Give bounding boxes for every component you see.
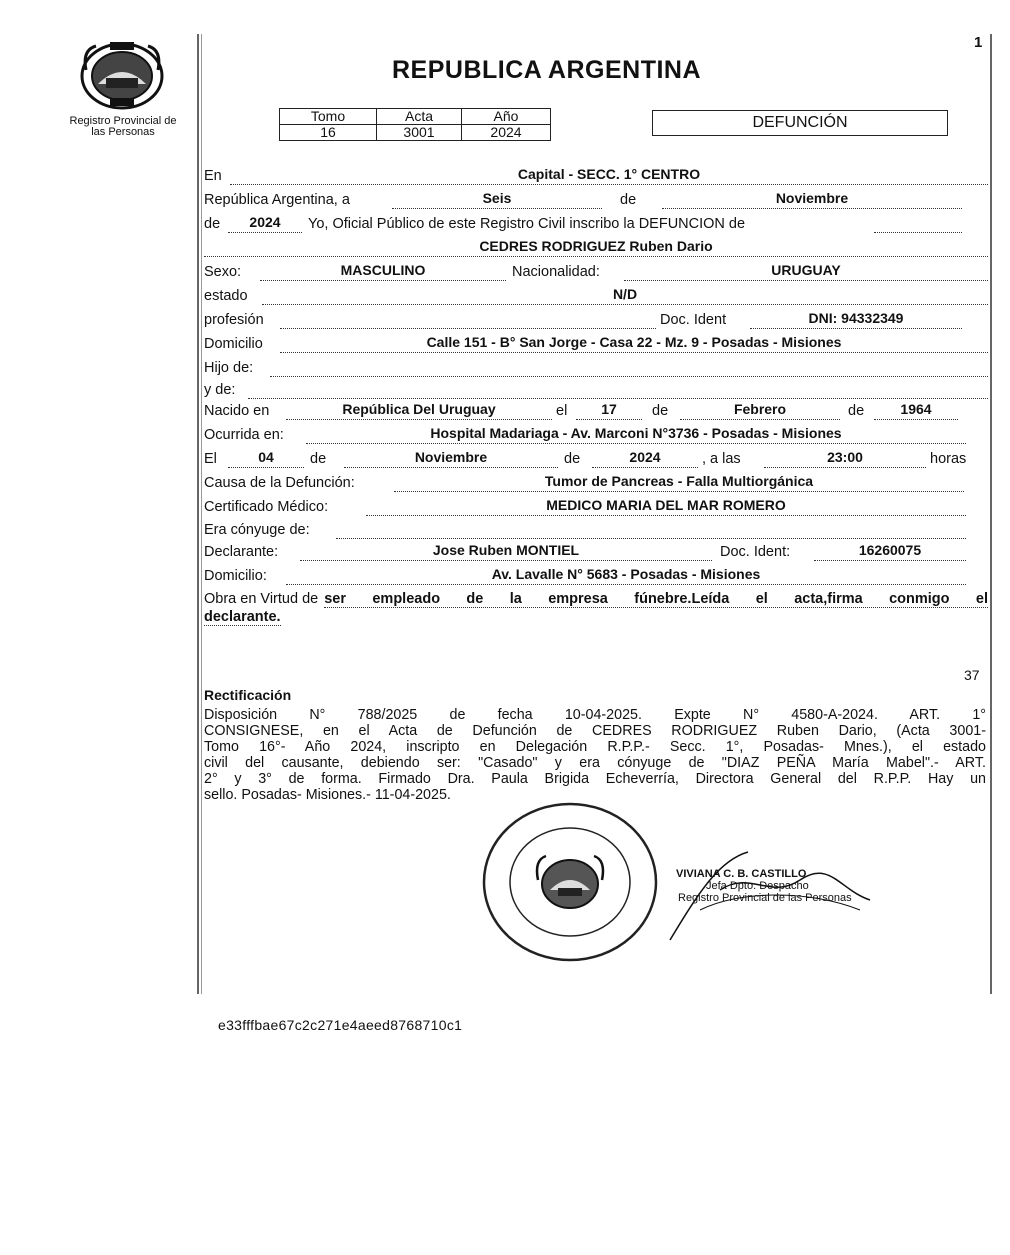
el2-label: El xyxy=(204,451,217,467)
ocurrida-fill xyxy=(306,425,966,444)
row-domicilio xyxy=(204,336,988,356)
death-time-fill xyxy=(764,449,926,468)
row-obra xyxy=(204,591,988,626)
deceased-name: CEDRES RODRIGUEZ Ruben Dario xyxy=(479,238,713,254)
death-time: 23:00 xyxy=(827,449,863,465)
row-yde xyxy=(204,382,988,402)
year-fill xyxy=(228,214,302,233)
row-ocurrida xyxy=(204,427,988,447)
document-hash: e33fffbae67c2c271e4aeed8768710c1 xyxy=(218,1017,463,1033)
sexo-value: MASCULINO xyxy=(340,262,426,278)
decl-domicilio-fill xyxy=(286,566,966,585)
doc-fill xyxy=(750,310,962,329)
row-conyuge xyxy=(204,522,988,542)
nacionalidad-value: URUGUAY xyxy=(771,262,841,278)
registry-name xyxy=(40,116,206,138)
right-border-line xyxy=(990,34,992,994)
birth-month-fill xyxy=(680,401,840,420)
ocurrida-value: Hospital Madariaga - Av. Marconi N°3736 - Posadas - Misiones xyxy=(430,425,842,441)
birth-day-fill xyxy=(576,401,642,420)
en-fill xyxy=(230,166,988,185)
death-de1: de xyxy=(310,451,327,467)
death-month: Noviembre xyxy=(414,449,488,465)
row-hijo xyxy=(204,360,988,380)
declarante-fill xyxy=(300,542,712,561)
birth-year: 1964 xyxy=(900,401,932,417)
nacido-fill xyxy=(286,401,552,420)
birth-day: 17 xyxy=(601,401,617,417)
declarante-value: Jose Ruben MONTIEL xyxy=(432,542,580,558)
rectificacion-line-4: civil del causante, debiendo ser: "Casado" y era cónyuge de "DIAZ PEÑA María Mabel".- ART. xyxy=(204,755,986,771)
row-inscribe xyxy=(204,216,988,236)
nacionalidad-fill xyxy=(624,262,988,281)
registry-logo xyxy=(76,40,168,110)
rectificacion-line-5: 2° y 3° de forma. Firmado Dra. Paula Brigida Echeverría, Directora General del R.P.P. Hay un xyxy=(204,771,986,787)
year-prefix: de xyxy=(204,216,221,232)
causa-label: Causa de la Defunción: xyxy=(204,475,355,491)
doc-label: Doc. Ident xyxy=(660,312,727,328)
death-day-fill xyxy=(228,449,304,468)
row-name xyxy=(204,240,988,260)
official-stamp xyxy=(480,800,660,964)
row-certificado xyxy=(204,499,988,519)
decl-doc-fill xyxy=(814,542,966,561)
death-de2: de xyxy=(564,451,581,467)
estado-label: estado xyxy=(204,288,248,304)
year-value: 2024 xyxy=(249,214,281,230)
registry-name-line1: Registro Provincial de xyxy=(69,115,177,127)
rectificacion-title: Rectificación xyxy=(204,687,292,703)
side-number: 37 xyxy=(964,667,980,683)
yde-fill xyxy=(248,384,988,399)
decl-domicilio-label: Domicilio: xyxy=(204,568,267,584)
hijo-fill xyxy=(270,362,988,377)
causa-fill xyxy=(394,473,964,492)
act-type-box: DEFUNCIÓN xyxy=(652,110,948,136)
decl-doc-label: Doc. Ident: xyxy=(720,544,791,560)
nacionalidad-label: Nacionalidad: xyxy=(512,264,600,280)
domicilio-fill xyxy=(280,334,988,353)
certificado-fill xyxy=(366,497,966,516)
table-cell-tomo: 16 xyxy=(280,125,377,141)
birth-month: Febrero xyxy=(733,401,787,417)
decl-doc-value: 16260075 xyxy=(858,542,922,558)
domicilio-value: Calle 151 - B° San Jorge - Casa 22 - Mz. 9 - Posadas - Misiones xyxy=(426,334,842,350)
table-cell-anio: 2024 xyxy=(462,125,551,141)
decl-domicilio-value: Av. Lavalle N° 5683 - Posadas - Misiones xyxy=(491,566,761,582)
row-sexo xyxy=(204,264,988,284)
table-cell-acta: 3001 xyxy=(377,125,462,141)
conyuge-fill xyxy=(336,524,966,539)
profesion-label: profesión xyxy=(204,312,264,328)
signer-name: VIVIANA C. B. CASTILLO xyxy=(676,868,807,880)
day-fill xyxy=(392,190,602,209)
birth-de1: de xyxy=(652,403,669,419)
registry-name-line2: las Personas xyxy=(91,126,155,138)
rectificacion-line-1: Disposición N° 788/2025 de fecha 10-04-2025. Expte N° 4580-A-2024. ART. 1° xyxy=(204,707,986,723)
signer-role: Jefa Dpto. Despacho xyxy=(706,880,809,892)
declarante-label: Declarante: xyxy=(204,544,279,560)
row-nacido xyxy=(204,403,988,423)
row-declarante xyxy=(204,544,988,564)
conyuge-label: Era cónyuge de: xyxy=(204,522,310,538)
de-label: de xyxy=(620,192,637,208)
birth-de2: de xyxy=(848,403,865,419)
hijo-label: Hijo de: xyxy=(204,360,254,376)
left-border-line xyxy=(197,34,199,994)
signature-block xyxy=(676,868,852,904)
table-header-acta: Acta xyxy=(377,109,462,125)
row-decl-domicilio xyxy=(204,568,988,588)
obra-label: Obra en Virtud de xyxy=(204,591,319,607)
row-fecha xyxy=(204,192,988,212)
day-value: Seis xyxy=(482,190,512,206)
death-year-fill xyxy=(592,449,698,468)
certificado-label: Certificado Médico: xyxy=(204,499,329,515)
yde-label: y de: xyxy=(204,382,236,398)
en-label: En xyxy=(204,168,222,184)
name-fill xyxy=(204,238,988,257)
signer-org: Registro Provincial de las Personas xyxy=(678,892,852,904)
page-title: REPUBLICA ARGENTINA xyxy=(392,56,702,84)
table-header-anio: Año xyxy=(462,109,551,125)
death-day: 04 xyxy=(258,449,274,465)
record-table xyxy=(279,108,551,141)
rectificacion-line-6: sello. Posadas- Misiones.- 11-04-2025. xyxy=(204,787,451,803)
row-profesion xyxy=(204,312,988,332)
month-fill xyxy=(662,190,962,209)
row-estado xyxy=(204,288,988,308)
left-border-line-inner xyxy=(201,34,202,994)
death-year: 2024 xyxy=(629,449,661,465)
sexo-fill xyxy=(260,262,506,281)
en-value: Capital - SECC. 1° CENTRO xyxy=(517,166,701,182)
sexo-label: Sexo: xyxy=(204,264,242,280)
alas-label: , a las xyxy=(702,451,741,467)
row-fecha-defuncion xyxy=(204,451,988,471)
inscribe-fill xyxy=(874,218,962,233)
rectificacion-line-3: Tomo 16°- Año 2024, inscripto en Delegación R.P.P.- Secc. 1°, Posadas- Mnes.), el estado xyxy=(204,739,986,755)
obra-value-line1: ser empleado de la empresa fúnebre.Leída el acta,firma conmigo el xyxy=(324,591,988,607)
estado-fill xyxy=(262,286,988,305)
inscribe-text: Yo, Oficial Público de este Registro Civil inscribo la DEFUNCION de xyxy=(308,216,746,232)
nacido-label: Nacido en xyxy=(204,403,270,419)
page-number: 1 xyxy=(974,34,983,51)
causa-value: Tumor de Pancreas - Falla Multiorgánica xyxy=(544,473,814,489)
el-label: el xyxy=(556,403,568,419)
row-causa xyxy=(204,475,988,495)
rectificacion-line-2: CONSIGNESE, en el Acta de Defunción de CEDRES RODRIGUEZ Ruben Dario, (Acta 3001- xyxy=(204,723,986,739)
obra-value-line2: declarante. xyxy=(204,609,281,625)
table-header-tomo: Tomo xyxy=(280,109,377,125)
nacido-value: República Del Uruguay xyxy=(342,401,496,417)
rectificacion-text xyxy=(204,707,986,803)
birth-year-fill xyxy=(874,401,958,420)
row-en xyxy=(204,168,988,188)
domicilio-label: Domicilio xyxy=(204,336,263,352)
profesion-fill xyxy=(280,314,656,329)
horas-label: horas xyxy=(930,451,967,467)
month-value: Noviembre xyxy=(775,190,849,206)
death-month-fill xyxy=(344,449,558,468)
estado-value: N/D xyxy=(612,286,638,302)
certificado-value: MEDICO MARIA DEL MAR ROMERO xyxy=(546,497,786,513)
republica-label: República Argentina, a xyxy=(204,192,350,208)
doc-value: DNI: 94332349 xyxy=(808,310,904,326)
ocurrida-label: Ocurrida en: xyxy=(204,427,284,443)
